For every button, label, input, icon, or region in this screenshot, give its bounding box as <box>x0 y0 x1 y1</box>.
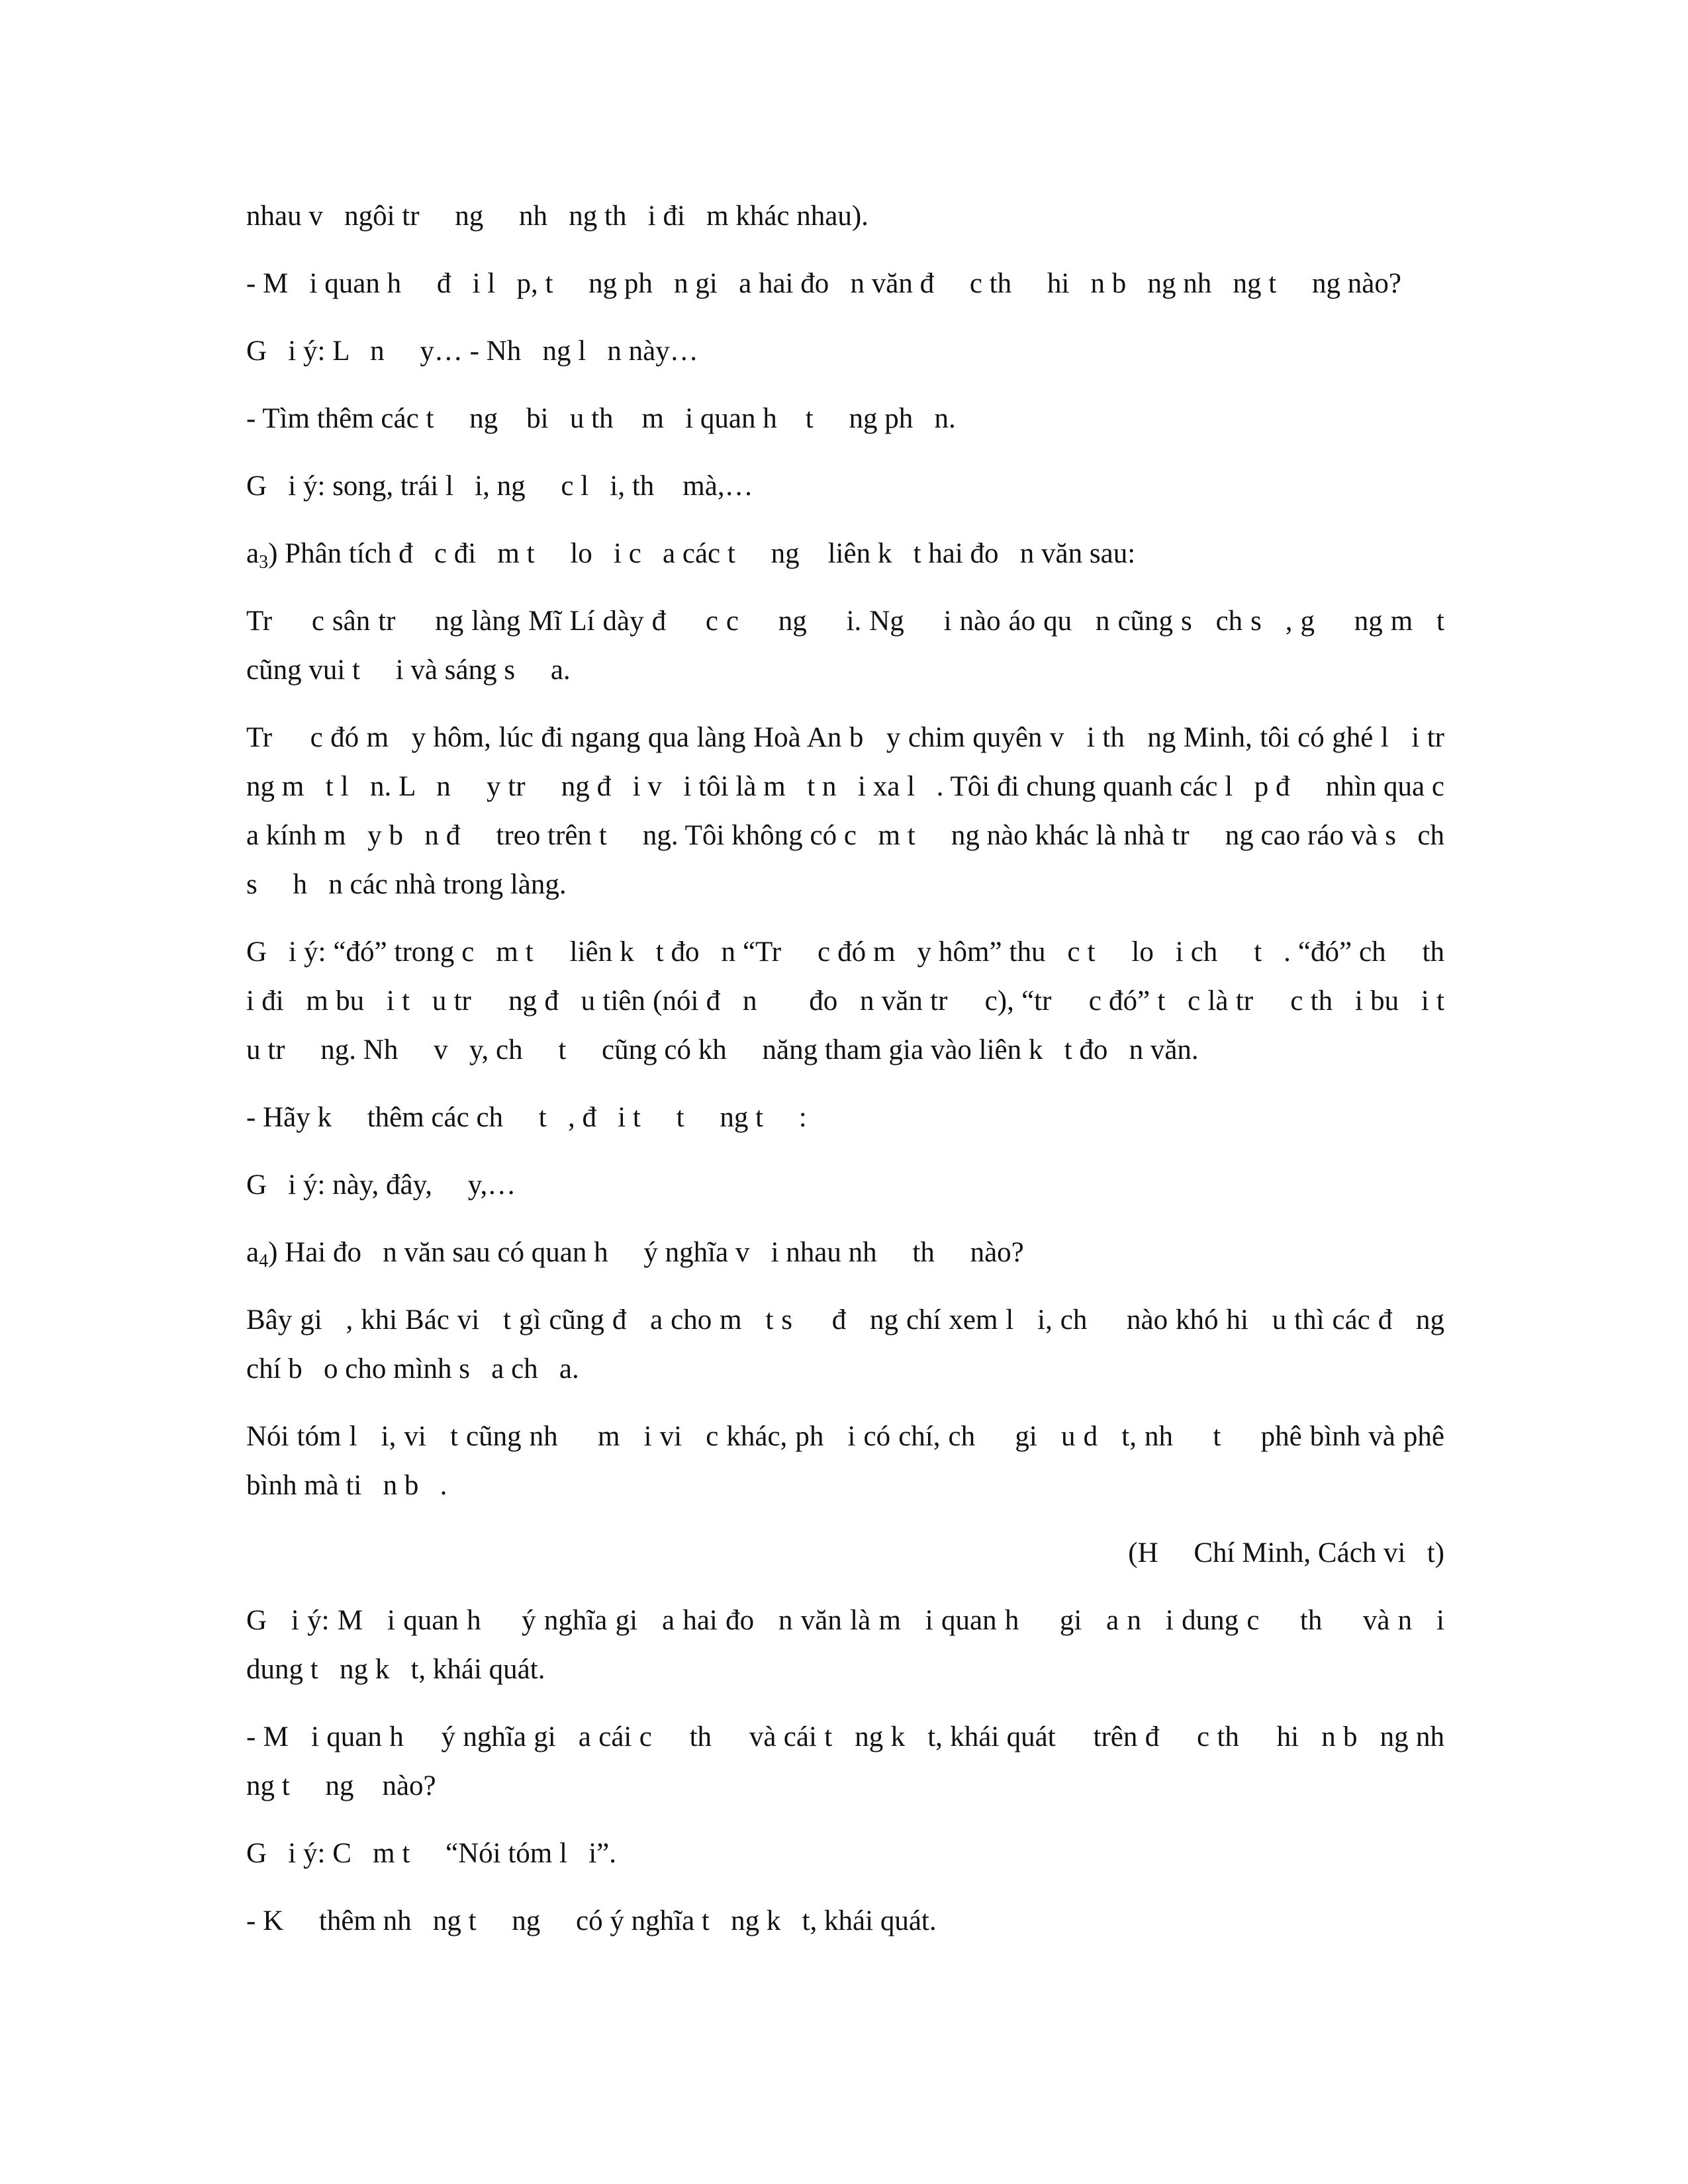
paragraph-19: - K thêm nh ng t ng có ý nghĩa t ng k t, khái quát. <box>246 1905 937 1936</box>
hint-paragraph-6: G i ý: C m t “Nói tóm l i”. <box>246 1838 616 1869</box>
exercise-a3-text: ) Phân tích đ c đi m t lo i c a các t ng liên k t hai đo n văn sau: <box>268 538 1136 569</box>
exercise-a4-subscript: 4 <box>259 1251 269 1271</box>
document-page <box>246 192 1480 1964</box>
hint-paragraph-3: G i ý: “đó” trong c m t liên k t đo n “Tr c đó m y hôm” thu c t lo i ch t . “đó” ch th i đi m bu i t u tr ng đ u tiên (nói đ n đo n văn tr c), “tr c đó” t c là tr c th i bu i t u tr ng. Nh v y, ch t cũng có kh năng tham gia vào liên k t đo n văn. <box>246 936 1466 1066</box>
exercise-a4-text: ) Hai đo n văn sau có quan h ý nghĩa v i nhau nh th nào? <box>268 1237 1024 1268</box>
exercise-a4-heading <box>246 1228 1444 1277</box>
hint-paragraph-5: G i ý: M i quan h ý nghĩa gi a hai đo n văn là m i quan h gi a n i dung c th và n i dung t ng k t, khái quát. <box>246 1605 1452 1685</box>
quoted-paragraph-4: Nói tóm l i, vi t cũng nh m i vi c khác, ph i có chí, ch gi u d t, nh t phê bình và phê bình mà ti n b . <box>246 1421 1452 1501</box>
hint-paragraph-4: G i ý: này, đây, y,… <box>246 1169 516 1201</box>
paragraph-2: - M i quan h đ i l p, t ng ph n gi a hai đo n văn đ c th hi n b ng nh ng t ng nào? <box>246 268 1401 299</box>
citation: (H Chí Minh, Cách vi t) <box>1128 1537 1444 1569</box>
paragraph-4: - Tìm thêm các t ng bi u th m i quan h t ng ph n. <box>246 403 956 434</box>
quoted-paragraph-2: Tr c đó m y hôm, lúc đi ngang qua làng Hoà An b y chim quyên v i th ng Minh, tôi có ghé l i tr ng m t l n. L n y tr ng đ i v i tôi là m t n i xa l . Tôi đi chung quanh các l p đ nhìn qua c a kính m y b n đ treo trên t ng. Tôi không có c m t ng nào khác là nhà tr ng cao ráo và s ch s h n các nhà trong làng. <box>246 722 1480 900</box>
paragraph-17: - M i quan h ý nghĩa gi a cái c th và cái t ng k t, khái quát trên đ c th hi n b ng nh ng t ng nào? <box>246 1721 1466 1801</box>
exercise-a3-heading <box>246 529 1444 578</box>
exercise-a4-prefix: a <box>246 1237 259 1268</box>
paragraph-10: - Hãy k thêm các ch t , đ i t t ng t : <box>246 1102 807 1133</box>
exercise-a3-prefix: a <box>246 538 259 569</box>
hint-paragraph-2: G i ý: song, trái l i, ng c l i, th mà,… <box>246 471 753 502</box>
quoted-paragraph-3: Bây gi , khi Bác vi t gì cũng đ a cho m t s đ ng chí xem l i, ch nào khó hi u thì các đ ng chí b o cho mình s a ch a. <box>246 1304 1452 1385</box>
hint-paragraph-1: G i ý: L n y… - Nh ng l n này… <box>246 336 698 367</box>
paragraph-1: nhau v ngôi tr ng nh ng th i đi m khác nhau). <box>246 201 868 232</box>
quoted-paragraph-1: Tr c sân tr ng làng Mĩ Lí dày đ c c ng i. Ng i nào áo qu n cũng s ch s , g ng m t cũng vui t i và sáng s a. <box>246 606 1452 686</box>
exercise-a3-subscript: 3 <box>259 552 269 572</box>
